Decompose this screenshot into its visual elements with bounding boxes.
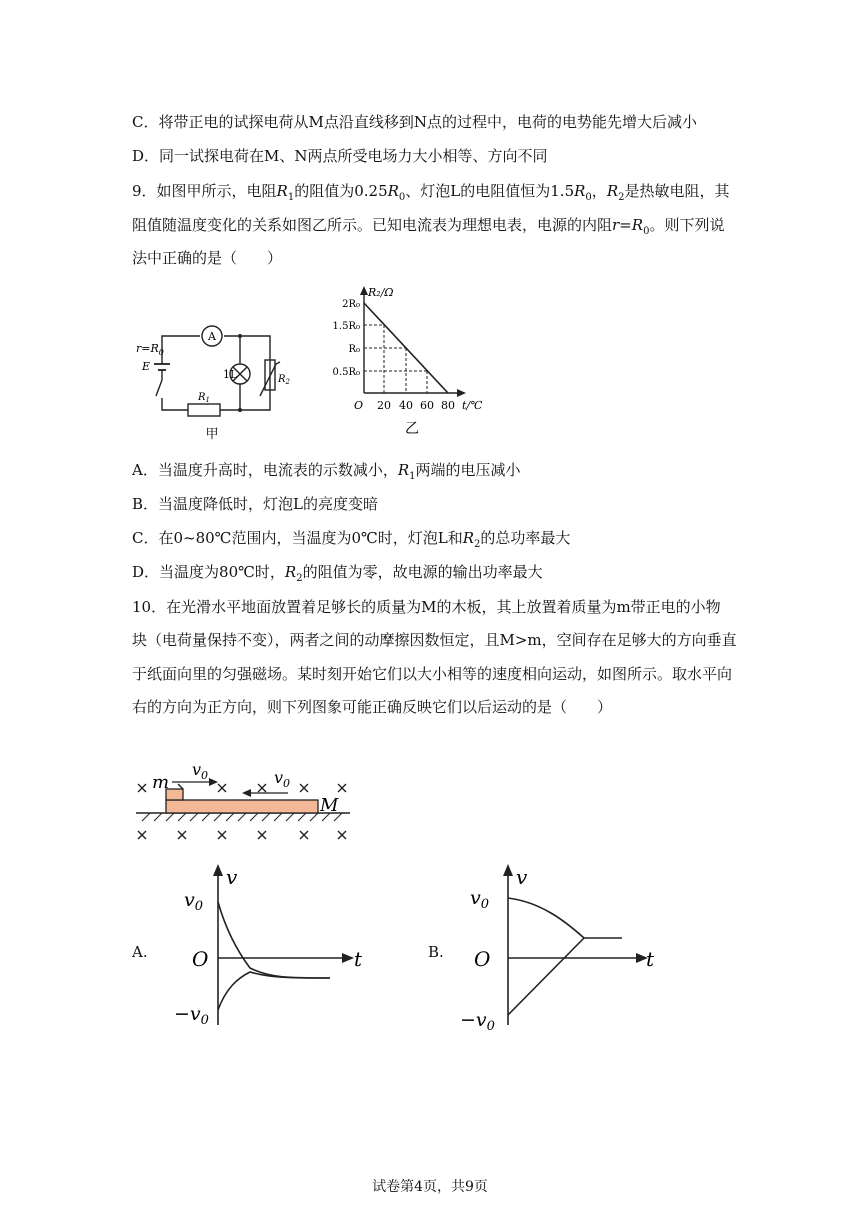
- figure-jia-caption: 甲: [205, 427, 219, 442]
- q9-stem-line3: 法中正确的是（ ）: [132, 249, 283, 267]
- q9-option-b: B．当温度降低时，灯泡L的亮度变暗: [132, 495, 378, 513]
- board-block-magnetic-field-diagram: [128, 755, 358, 850]
- resistance-temperature-graph-yi: [320, 283, 490, 443]
- graph-b-v0-label: $v_0$: [470, 887, 490, 912]
- graph-option-a: [170, 860, 370, 1035]
- circuit-diagram-jia: [130, 318, 290, 448]
- q10-stem-line3: 于纸面向里的匀强磁场。某时刻开始它们以大小相等的速度相向运动，如图所示。取水平向: [132, 665, 733, 683]
- graph-b-v-axis-label: v: [516, 865, 528, 889]
- x-tick-20: 20: [377, 399, 391, 412]
- q10-stem-line1: 10．在光滑水平地面放置着足够长的质量为M的木板，其上放置着质量为m带正电的小物: [132, 598, 721, 616]
- graph-b-origin-label: O: [474, 947, 491, 971]
- page-footer: 试卷第4页，共9页: [372, 1179, 488, 1195]
- q8-option-c: C．将带正电的试探电荷从M点沿直线移到N点的过程中，电荷的电势能先增大后减小: [132, 113, 697, 131]
- figure-yi-caption: 乙: [405, 421, 419, 437]
- q10-option-b-label: B.: [428, 943, 444, 961]
- q8-option-d: D．同一试探电荷在M、N两点所受电场力大小相等、方向不同: [132, 147, 548, 165]
- x-axis-label: t/℃: [462, 399, 483, 412]
- q10-stem-line4: 右的方向为正方向，则下列图象可能正确反映它们以后运动的是（ ）: [132, 698, 613, 716]
- q10-stem-line2: 块（电荷量保持不变），两者之间的动摩擦因数恒定，且M>m，空间存在足够大的方向垂直: [132, 631, 737, 649]
- graph-b-t-axis-label: t: [646, 947, 655, 971]
- r1-label: $R_1$: [198, 392, 210, 404]
- emf-label: E: [142, 360, 151, 373]
- q10-option-a-label: A.: [132, 943, 148, 961]
- y-tick-1-5r0: 1.5R₀: [332, 321, 360, 332]
- board-mass-label: M: [320, 795, 339, 816]
- x-tick-origin: O: [354, 399, 364, 412]
- q9-stem-line2: 阻值随温度变化的关系如图乙所示。已知电流表为理想电表，电源的内阻$r=R_0$。则下列说: [132, 216, 725, 237]
- y-tick-2r0: 2R₀: [342, 299, 360, 310]
- x-tick-40: 40: [399, 399, 413, 412]
- q9-stem-line1: 9．如图甲所示，电阻$R_1$的阻值为$0.25R_0$、灯泡L的电阻值恒为$1.5R_0$，$R_2$是热敏电阻，其: [132, 182, 730, 203]
- graph-option-b: [460, 860, 670, 1035]
- lamp-label: 1L: [223, 368, 238, 381]
- block-mass-label: m: [152, 772, 170, 793]
- q9-option-c: C．在0~80℃范围内，当温度为0℃时，灯泡L和$R_2$的总功率最大: [132, 529, 571, 550]
- graph-b-minus-v0-label: $-v_0$: [460, 1009, 495, 1034]
- r2-label: $R_2$: [278, 374, 290, 386]
- graph-a-v0-label: $v_0$: [184, 889, 204, 914]
- block-velocity-label: $v_0$: [192, 760, 209, 782]
- q9-option-a: A．当温度升高时，电流表的示数减小，$R_1$两端的电压减小: [132, 461, 521, 482]
- graph-a-origin-label: O: [192, 947, 209, 971]
- y-axis-label: R₂/Ω: [368, 286, 394, 299]
- x-tick-60: 60: [420, 399, 434, 412]
- internal-resistance-label: $r=R_0$: [136, 342, 164, 357]
- x-tick-80: 80: [441, 399, 455, 412]
- graph-a-v-axis-label: v: [226, 865, 238, 889]
- graph-a-minus-v0-label: $-v_0$: [174, 1003, 209, 1028]
- q9-option-d: D．当温度为80℃时，$R_2$的阻值为零，故电源的输出功率最大: [132, 563, 543, 584]
- ammeter-label: A: [208, 330, 216, 343]
- graph-a-t-axis-label: t: [354, 947, 363, 971]
- board-velocity-label: $v_0$: [274, 768, 291, 790]
- y-tick-r0: R₀: [348, 344, 360, 355]
- y-tick-0-5r0: 0.5R₀: [332, 367, 360, 378]
